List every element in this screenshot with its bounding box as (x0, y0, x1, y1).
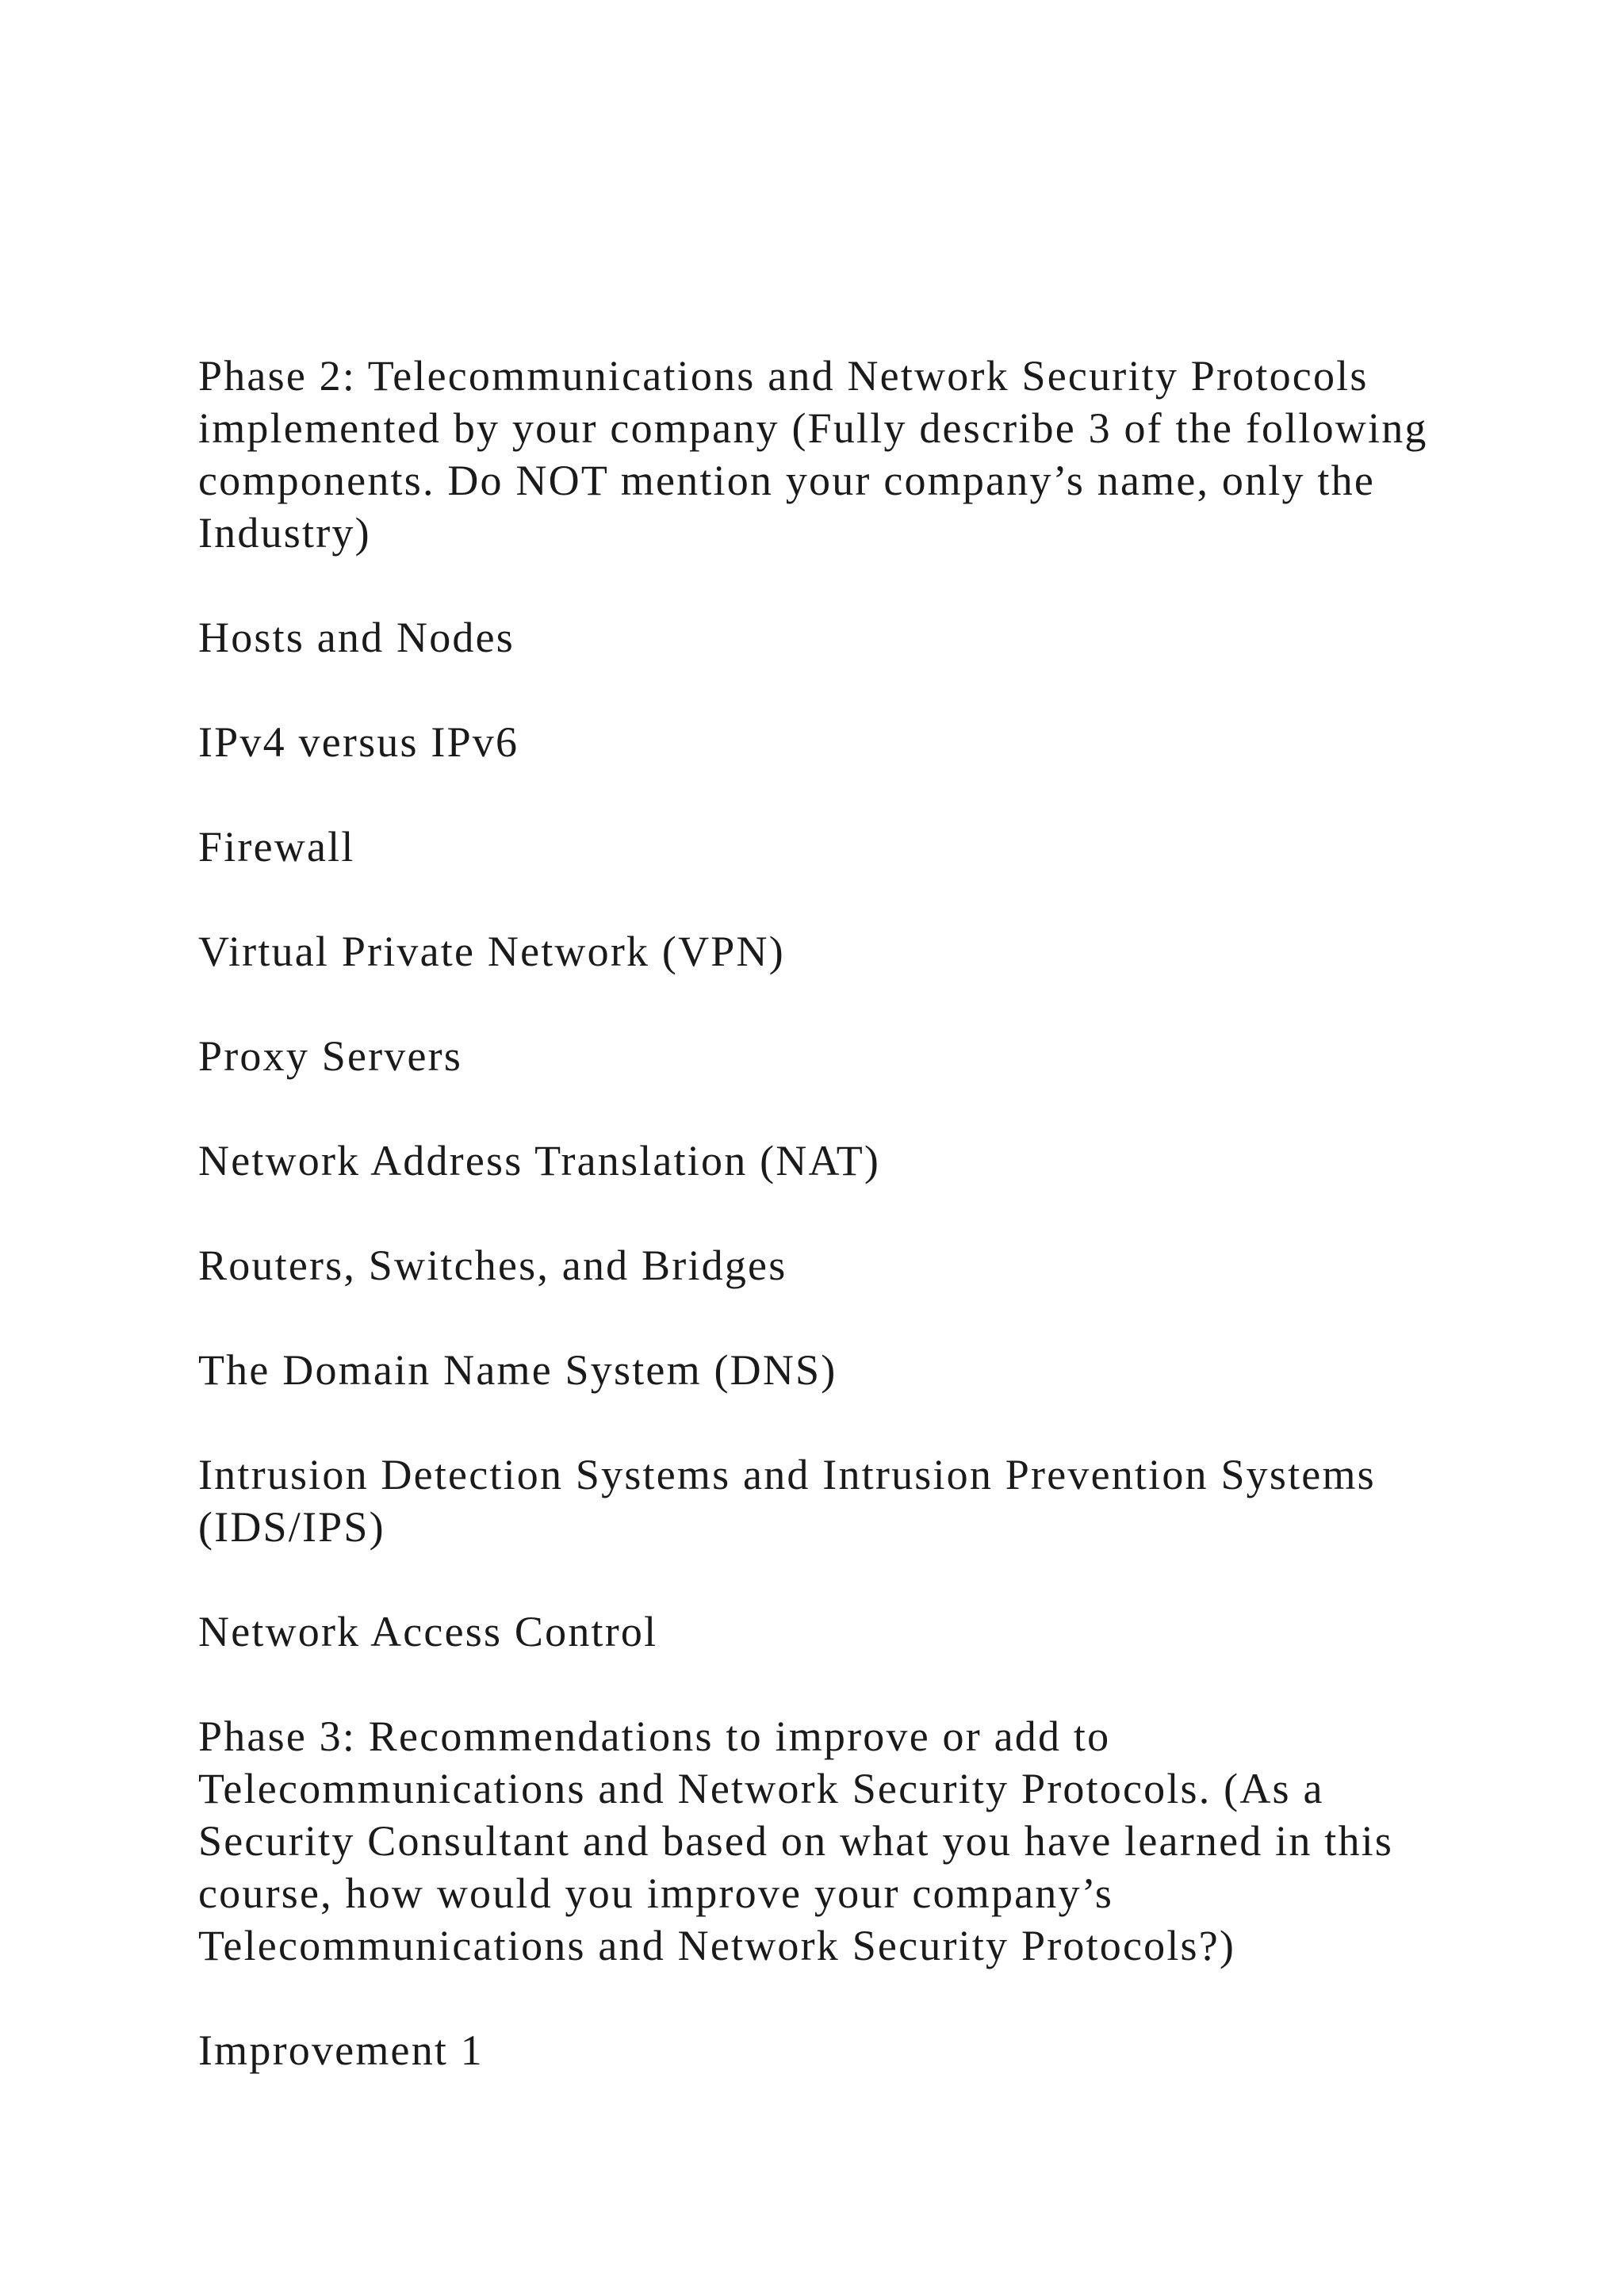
component-routers-switches-bridges: Routers, Switches, and Bridges (198, 1242, 787, 1289)
phase-3-heading: Phase 3: Recommendations to improve or add to Telecommunications and Network Security Protocols. (As a Security Consultant and based on what you have learned in this course, how would you improve your company’s Telecommunications and Network Security Protocols?) (198, 1712, 1394, 1969)
component-dns: The Domain Name System (DNS) (198, 1346, 837, 1394)
component-hosts-nodes: Hosts and Nodes (198, 614, 515, 661)
component-proxy-servers: Proxy Servers (198, 1032, 463, 1080)
phase-2-heading: Phase 2: Telecommunications and Network Security Protocols implemented by your company (Fully describe 3 of the following components. Do NOT mention your company’s name, only the Industry) (198, 352, 1428, 557)
component-network-access-control: Network Access Control (198, 1608, 658, 1655)
component-ipv4-ipv6: IPv4 versus IPv6 (198, 718, 519, 766)
improvement-1-label: Improvement 1 (198, 2026, 485, 2074)
component-ids-ips: Intrusion Detection Systems and Intrusion Prevention Systems (IDS/IPS) (198, 1451, 1376, 1551)
component-firewall: Firewall (198, 823, 355, 871)
document-body (198, 350, 1530, 2129)
component-nat: Network Address Translation (NAT) (198, 1137, 881, 1184)
component-vpn: Virtual Private Network (VPN) (198, 928, 785, 975)
